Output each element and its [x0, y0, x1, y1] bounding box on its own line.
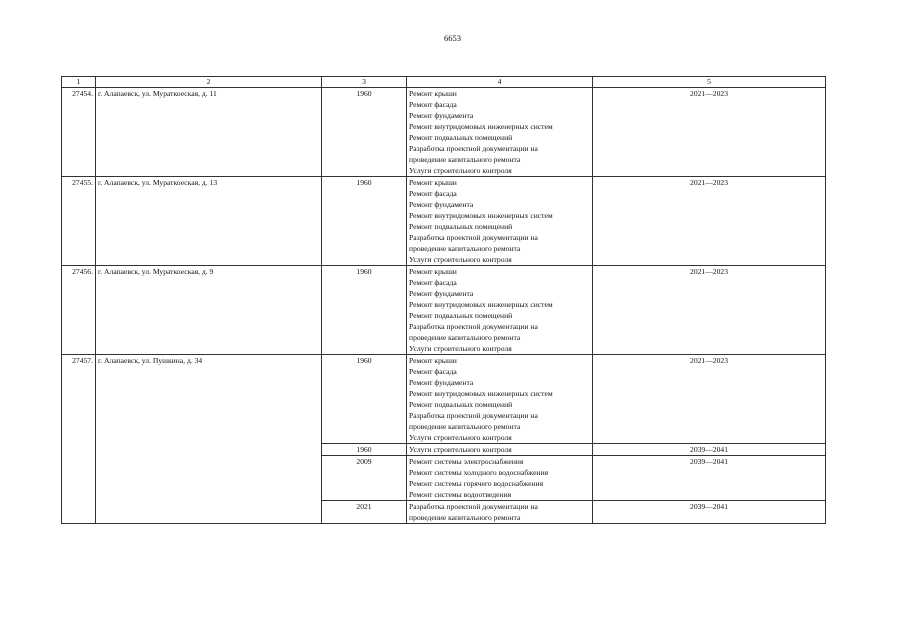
address-cell: г. Алапаевск, ул. Мураткоеская, д. 9	[96, 266, 322, 355]
header-row	[62, 77, 826, 88]
work-item: Ремонт фасада	[409, 100, 457, 109]
address-cell: г. Алапаевск, ул. Мураткоеская, д. 13	[96, 177, 322, 266]
table-header	[62, 77, 826, 88]
address-cell: г. Алапаевск, ул. Пушкина, д. 34	[96, 355, 322, 524]
work-item: Разработка проектной документации на	[409, 502, 538, 511]
work-item: Услуги строительного контроля	[409, 255, 512, 264]
work-item: Ремонт фасада	[409, 367, 457, 376]
works-cell	[407, 456, 593, 501]
work-item: Ремонт системы холодного водоснабжения	[409, 468, 549, 477]
work-item: Ремонт фасада	[409, 278, 457, 287]
table-row	[62, 177, 826, 266]
work-item: Ремонт фундамента	[409, 200, 474, 209]
year-cell: 1960	[322, 444, 407, 456]
column-header: 3	[322, 77, 407, 88]
address-cell: г. Алапаевск, ул. Мураткоеская, д. 11	[96, 88, 322, 177]
work-item: Ремонт внутридомовых инженерных систем	[409, 122, 553, 131]
period-cell: 2039—2041	[593, 456, 826, 501]
table-body	[62, 88, 826, 524]
works-cell	[407, 88, 593, 177]
row-number: 27454.	[62, 88, 96, 177]
row-number: 27457.	[62, 355, 96, 524]
works-cell	[407, 501, 593, 524]
column-header: 5	[593, 77, 826, 88]
works-cell	[407, 266, 593, 355]
year-cell: 1960	[322, 355, 407, 444]
work-item: Ремонт крыши	[409, 89, 457, 98]
work-item: Разработка проектной документации на	[409, 233, 538, 242]
work-item: Разработка проектной документации на	[409, 144, 538, 153]
work-item: Ремонт подвальных помещений	[409, 311, 513, 320]
row-number: 27456.	[62, 266, 96, 355]
period-cell: 2021—2023	[593, 177, 826, 266]
works-cell	[407, 177, 593, 266]
work-item: Разработка проектной документации на	[409, 411, 538, 420]
work-item: Услуги строительного контроля	[409, 433, 512, 442]
work-item: Ремонт внутридомовых инженерных систем	[409, 389, 553, 398]
work-item: Ремонт системы электроснабжения	[409, 457, 524, 466]
table-row	[62, 355, 826, 444]
work-item: Ремонт системы водоотведения	[409, 490, 512, 499]
page-number: 6653	[444, 33, 461, 43]
work-item: проведение капитального ремонта	[409, 155, 521, 164]
work-item: Ремонт подвальных помещений	[409, 400, 513, 409]
work-item: Ремонт подвальных помещений	[409, 222, 513, 231]
year-cell: 1960	[322, 177, 407, 266]
period-cell: 2021—2023	[593, 266, 826, 355]
work-item: Ремонт подвальных помещений	[409, 133, 513, 142]
work-item: Услуги строительного контроля	[409, 445, 512, 454]
work-item: проведение капитального ремонта	[409, 513, 521, 522]
row-number: 27455.	[62, 177, 96, 266]
work-item: Ремонт фундамента	[409, 111, 474, 120]
work-item: Ремонт фундамента	[409, 378, 474, 387]
period-cell: 2039—2041	[593, 444, 826, 456]
year-cell: 1960	[322, 88, 407, 177]
work-item: проведение капитального ремонта	[409, 244, 521, 253]
column-header: 1	[62, 77, 96, 88]
works-cell	[407, 355, 593, 444]
period-cell: 2021—2023	[593, 88, 826, 177]
work-item: Ремонт крыши	[409, 356, 457, 365]
year-cell: 2009	[322, 456, 407, 501]
work-item: проведение капитального ремонта	[409, 333, 521, 342]
table-row	[62, 266, 826, 355]
work-item: Услуги строительного контроля	[409, 344, 512, 353]
work-item: Ремонт крыши	[409, 178, 457, 187]
work-item: Ремонт системы горячего водоснабжения	[409, 479, 544, 488]
work-item: Ремонт крыши	[409, 267, 457, 276]
work-item: Услуги строительного контроля	[409, 166, 512, 175]
works-cell	[407, 444, 593, 456]
work-item: проведение капитального ремонта	[409, 422, 521, 431]
year-cell: 2021	[322, 501, 407, 524]
table-row	[62, 88, 826, 177]
work-item: Ремонт фасада	[409, 189, 457, 198]
work-item: Разработка проектной документации на	[409, 322, 538, 331]
period-cell: 2021—2023	[593, 355, 826, 444]
work-item: Ремонт внутридомовых инженерных систем	[409, 211, 553, 220]
work-item: Ремонт внутридомовых инженерных систем	[409, 300, 553, 309]
capital-repair-table	[61, 76, 826, 524]
year-cell: 1960	[322, 266, 407, 355]
column-header: 2	[96, 77, 322, 88]
column-header: 4	[407, 77, 593, 88]
work-item: Ремонт фундамента	[409, 289, 474, 298]
period-cell: 2039—2041	[593, 501, 826, 524]
